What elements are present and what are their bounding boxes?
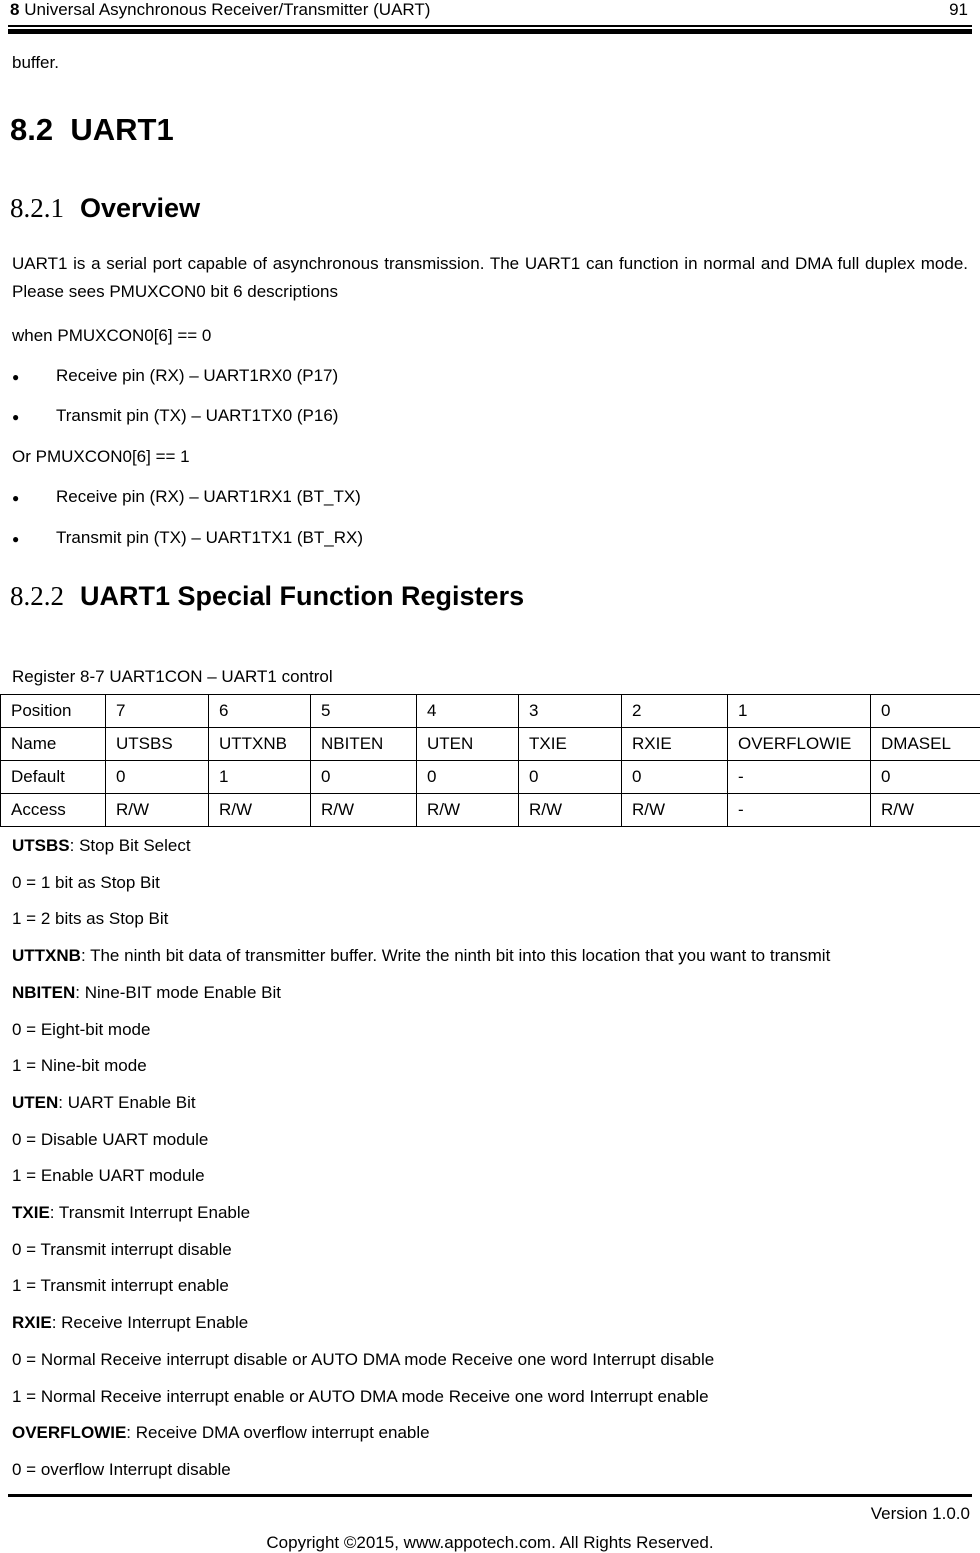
bit-description-value <box>12 1166 205 1186</box>
table-cell: 2 <box>622 695 728 728</box>
list-item: ● Transmit pin (TX) – UART1TX0 (P16) <box>12 406 339 425</box>
list-item: ● Receive pin (RX) – UART1RX1 (BT_TX) <box>12 487 361 506</box>
description-text: 0 = overflow Interrupt disable <box>12 1459 231 1479</box>
bit-description-heading <box>12 836 191 856</box>
bit-description-heading <box>12 983 281 1003</box>
description-text: 0 = Disable UART module <box>12 1129 209 1149</box>
table-cell: 3 <box>519 695 622 728</box>
table-cell: 0 <box>871 695 980 728</box>
header-rule <box>8 25 972 27</box>
bullet-icon: ● <box>12 532 20 546</box>
description-text: : Transmit Interrupt Enable <box>49 1203 251 1222</box>
bit-description-value <box>12 1130 208 1150</box>
table-cell: 0 <box>871 761 980 794</box>
bit-description-heading <box>12 946 830 966</box>
overview-paragraph: UART1 is a serial port capable of asynchronous transmission. The UART1 can function in normal and DMA full duplex mode. Please sees PMUXCON0 bit 6 descriptions <box>12 254 968 301</box>
description-text: : The ninth bit data of transmitter buffer. Write the ninth bit into this location that you want to transmit <box>80 946 831 966</box>
row-header: Position <box>1 695 106 728</box>
copyright-text: Copyright ©2015, www.appotech.com. All Rights Reserved. <box>266 1533 714 1552</box>
table-cell: 0 <box>519 761 622 794</box>
condition-text: Or PMUXCON0[6] == 1 <box>12 447 190 466</box>
description-text: 0 = Normal Receive interrupt disable or AUTO DMA mode Receive one word Interrupt disable <box>12 1349 715 1369</box>
table-cell: R/W <box>311 794 417 827</box>
table-cell: R/W <box>519 794 622 827</box>
condition-text: when PMUXCON0[6] == 0 <box>12 326 212 345</box>
bullet-icon: ● <box>12 410 20 424</box>
table-cell: 0 <box>311 761 417 794</box>
table-cell: R/W <box>106 794 209 827</box>
description-text: 0 = 1 bit as Stop Bit <box>12 872 160 892</box>
bit-name: TXIE <box>12 1203 50 1222</box>
table-cell: UTTXNB <box>209 728 311 761</box>
table-cell: NBITEN <box>311 728 417 761</box>
bit-name: NBITEN <box>12 982 76 1002</box>
description-text: 1 = 2 bits as Stop Bit <box>12 909 169 929</box>
description-text: 1 = Normal Receive interrupt enable or AUTO DMA mode Receive one word Interrupt enable <box>12 1386 709 1406</box>
table-cell: 1 <box>728 695 871 728</box>
table-cell: R/W <box>209 794 311 827</box>
bit-name: UTEN <box>12 1092 59 1112</box>
bit-description-heading <box>12 1203 250 1223</box>
description-text: : Nine-BIT mode Enable Bit <box>75 982 281 1002</box>
table-cell: R/W <box>417 794 519 827</box>
header-rule-thick <box>8 29 972 34</box>
bit-description-value <box>12 873 160 893</box>
continuation-text: buffer. <box>12 53 59 72</box>
table-cell: RXIE <box>622 728 728 761</box>
bit-description-value <box>12 1020 150 1040</box>
bit-name: UTSBS <box>12 836 70 855</box>
description-text: 1 = Nine-bit mode <box>12 1056 147 1076</box>
table-cell: - <box>728 761 871 794</box>
list-item: ● Transmit pin (TX) – UART1TX1 (BT_RX) <box>12 528 364 547</box>
table-cell: DMASEL <box>871 728 980 761</box>
register-caption: Register 8-7 UART1CON – UART1 control <box>12 667 333 686</box>
register-row-access <box>1 794 980 827</box>
table-cell: R/W <box>871 794 980 827</box>
table-cell: UTEN <box>417 728 519 761</box>
bit-name: UTTXNB <box>12 946 81 966</box>
bit-name: RXIE <box>12 1313 52 1333</box>
description-text: 0 = Eight-bit mode <box>12 1019 151 1039</box>
bit-description-value <box>12 1276 229 1296</box>
description-text: : Receive DMA overflow interrupt enable <box>126 1423 430 1443</box>
bit-description-heading <box>12 1093 196 1113</box>
list-item: ● Receive pin (RX) – UART1RX0 (P17) <box>12 366 339 385</box>
table-cell: 0 <box>417 761 519 794</box>
table-cell: 5 <box>311 695 417 728</box>
description-text: 1 = Transmit interrupt enable <box>12 1276 229 1296</box>
register-row-default <box>1 761 980 794</box>
table-cell: 0 <box>622 761 728 794</box>
bit-description-heading <box>12 1313 248 1333</box>
row-header: Default <box>1 761 106 794</box>
register-row-name <box>1 728 980 761</box>
description-text: : Stop Bit Select <box>69 836 191 855</box>
bit-description-value <box>12 1240 232 1260</box>
table-cell: 1 <box>209 761 311 794</box>
running-header: 8 Universal Asynchronous Receiver/Transmitter (UART) <box>10 0 431 19</box>
description-text: 0 = Transmit interrupt disable <box>12 1239 232 1259</box>
row-header: Access <box>1 794 106 827</box>
table-cell: R/W <box>622 794 728 827</box>
version-text: Version 1.0.0 <box>870 1504 970 1523</box>
table-cell: UTSBS <box>106 728 209 761</box>
bit-description-value <box>12 1350 714 1370</box>
table-cell: 4 <box>417 695 519 728</box>
register-row-position <box>1 695 980 728</box>
page-number: 91 <box>949 0 968 19</box>
table-cell: - <box>728 794 871 827</box>
bit-description-value <box>12 1056 147 1076</box>
bullet-icon: ● <box>12 370 20 384</box>
table-cell: TXIE <box>519 728 622 761</box>
table-cell: OVERFLOWIE <box>728 728 871 761</box>
section-heading: 8.2 UART1 <box>10 112 174 147</box>
table-cell: 6 <box>209 695 311 728</box>
description-text: 1 = Enable UART module <box>12 1166 205 1186</box>
register-table <box>0 694 980 827</box>
footer-rule <box>8 1494 972 1497</box>
bit-description-value <box>12 909 168 929</box>
table-cell: 0 <box>106 761 209 794</box>
bullet-icon: ● <box>12 491 20 505</box>
bit-description-value <box>12 1387 709 1407</box>
bit-name: OVERFLOWIE <box>12 1423 127 1443</box>
description-text: : UART Enable Bit <box>58 1092 196 1112</box>
subsection-heading-sfr: 8.2.2 UART1 Special Function Registers <box>10 581 525 611</box>
bit-description-value <box>12 1460 231 1480</box>
row-header: Name <box>1 728 106 761</box>
bit-description-heading <box>12 1423 430 1443</box>
table-cell: 7 <box>106 695 209 728</box>
description-text: : Receive Interrupt Enable <box>51 1313 249 1333</box>
subsection-heading-overview: 8.2.1 Overview <box>10 193 201 223</box>
